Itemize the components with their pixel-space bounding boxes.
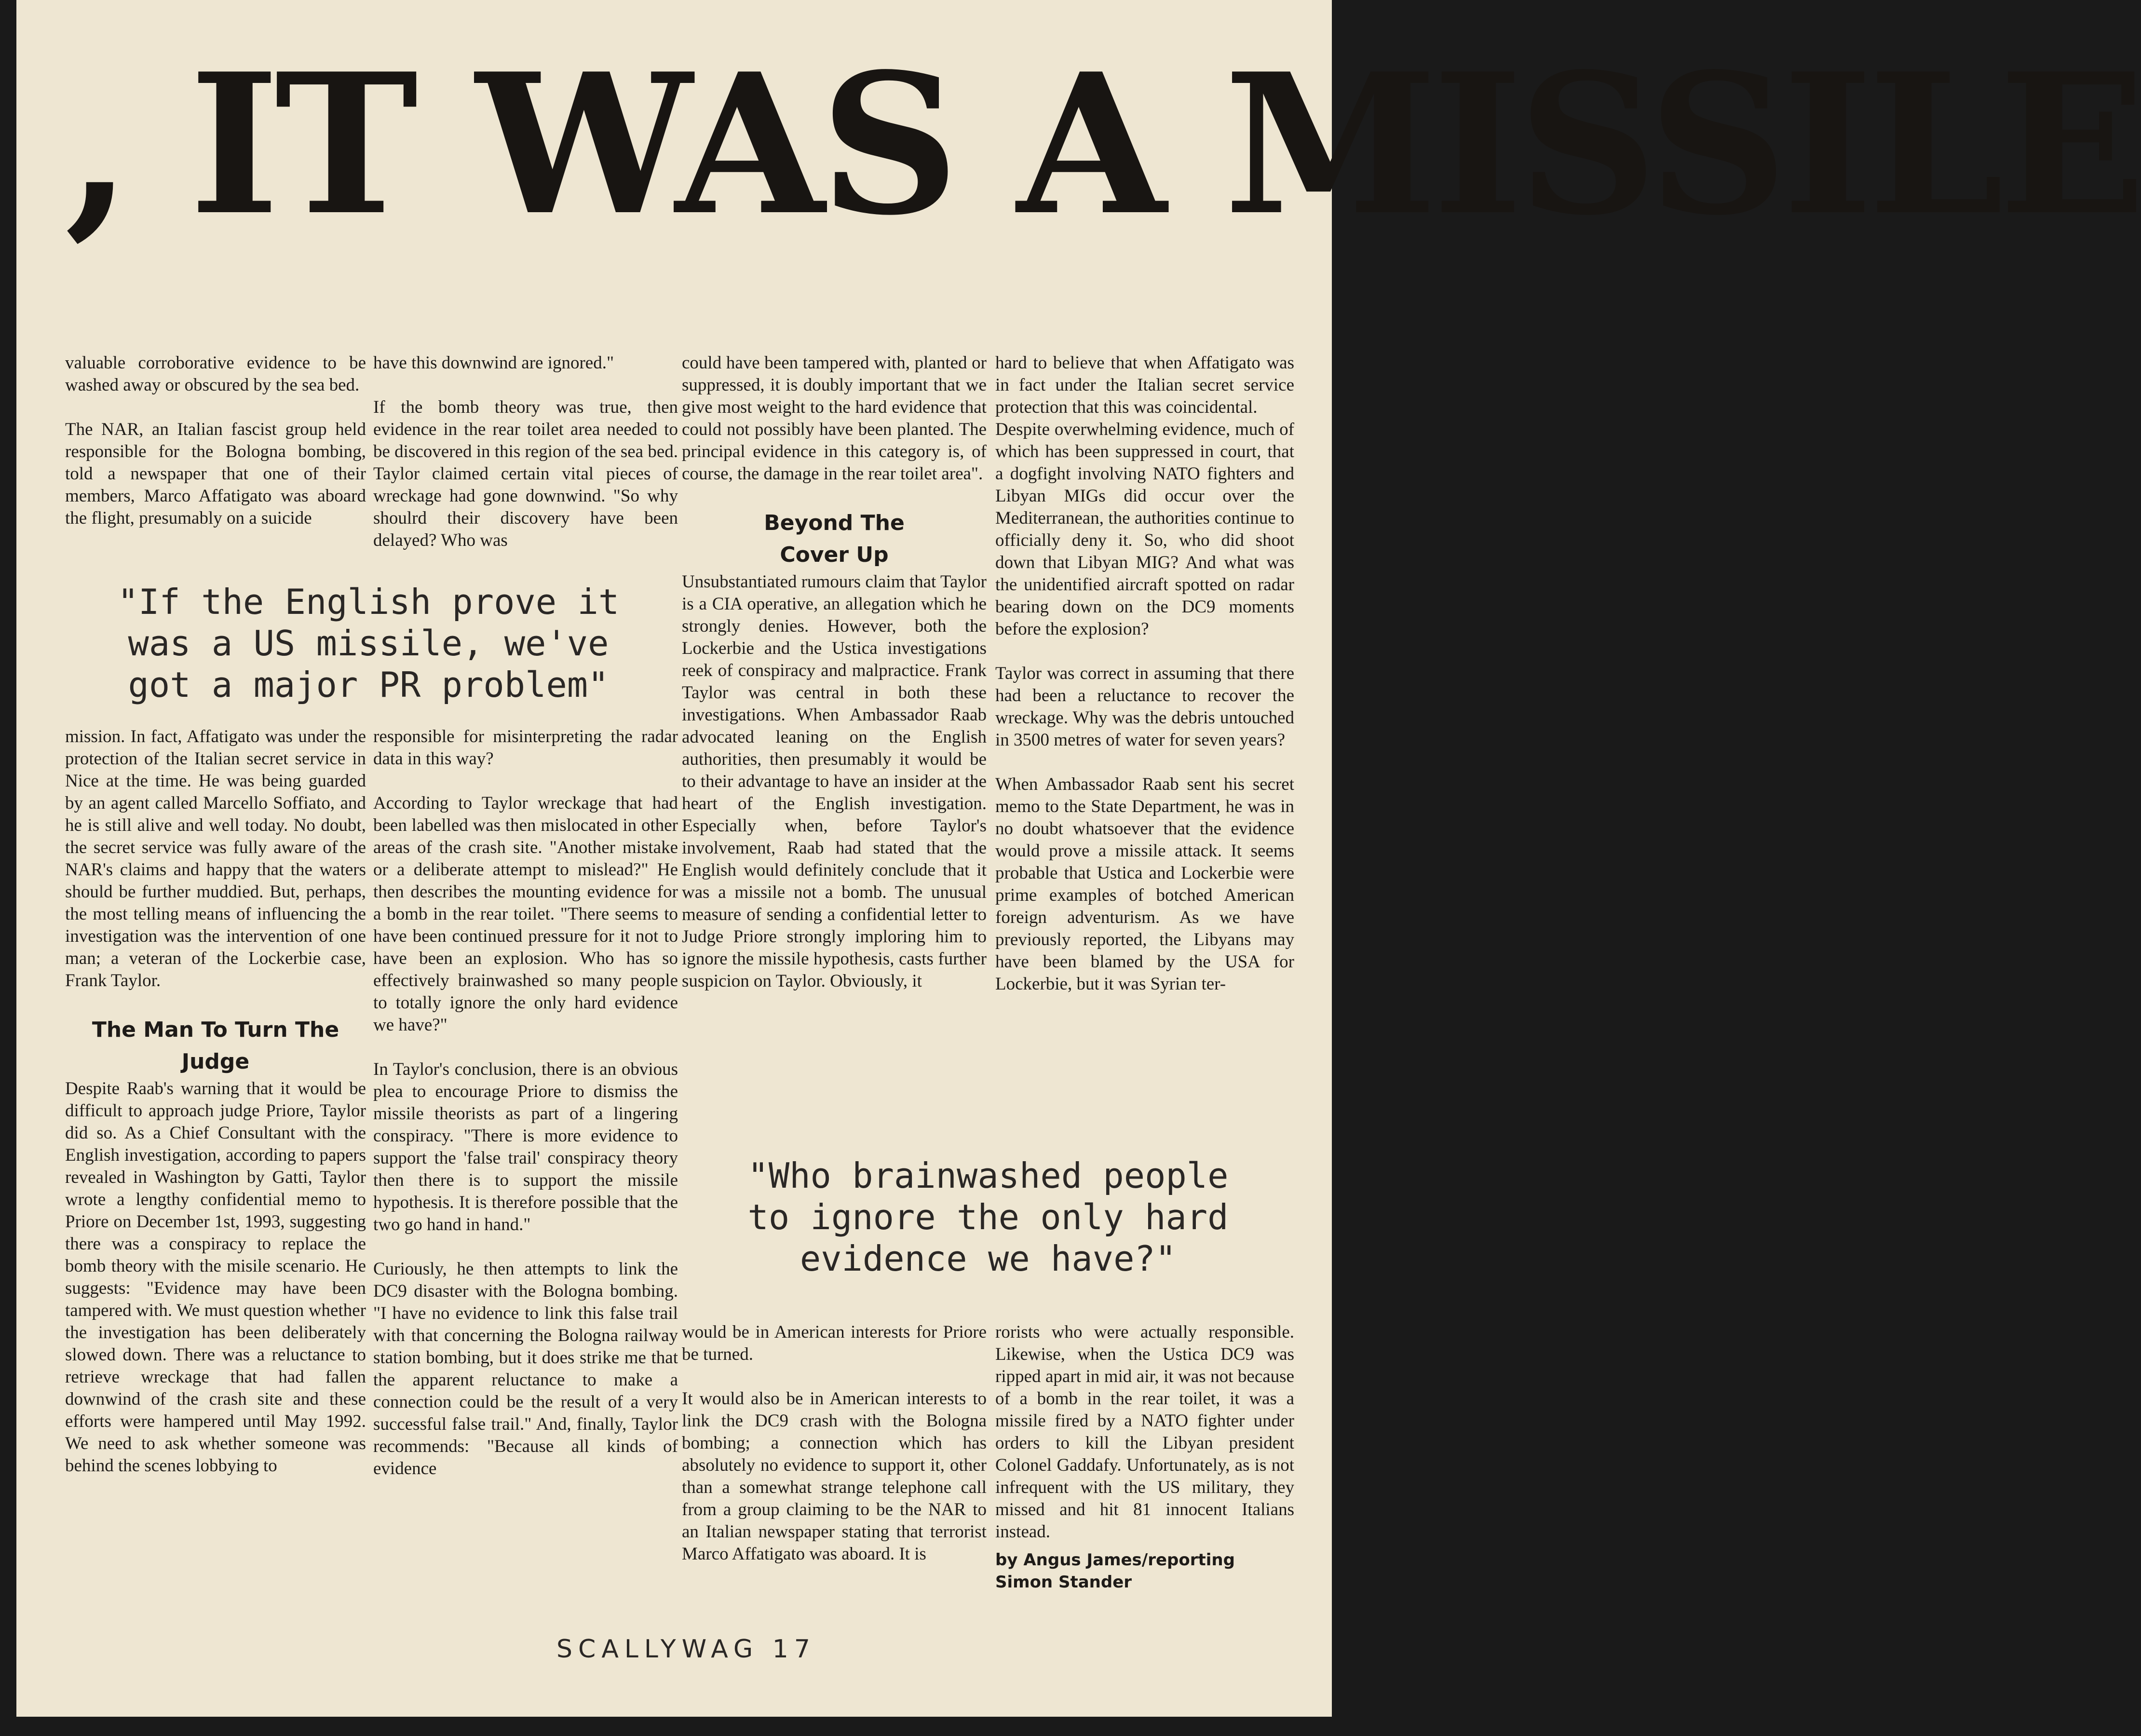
byline-line-2: Simon Stander	[995, 1573, 1132, 1592]
subhead-beyond-the-cover-up: Beyond The Cover Up	[764, 511, 905, 567]
byline	[995, 1549, 1294, 1593]
paragraph: valuable corroborative evidence to be washed away or obscured by the sea bed.	[65, 353, 366, 395]
column-3-top	[682, 352, 987, 992]
byline-line-1: by Angus James/reporting	[995, 1550, 1235, 1570]
column-3-bottom	[682, 1321, 987, 1565]
paragraph: have this downwind are ignored."	[373, 353, 614, 373]
paragraph: rorists who were actually responsible. Likewise, when the Ustica DC9 was ripped apart in mid air, it was not because of a bomb in the rear toilet, it was a missile fired by a NATO fighter under orders to kill the Libyan president Colonel Gaddafy. Unfortunately, as is not infrequent with the US military, they missed and hit 81 innocent Italians instead.	[995, 1322, 1294, 1542]
paragraph: would be in American interests for Priore be turned.	[682, 1322, 987, 1364]
paragraph: The NAR, an Italian fascist group held responsible for the Bologna bombing, told a newspaper that one of their members, Marco Affatigato was aboard the flight, presumably on a suicide	[65, 420, 366, 528]
magazine-page	[16, 0, 2141, 1717]
pull-quote-brainwashed: "Who brainwashed people to ignore the only hard evidence we have?"	[747, 1155, 1229, 1279]
headline: , IT WAS A MISSILE	[65, 31, 2141, 258]
paragraph: Taylor was correct in assuming that there had been a reluctance to recover the wreckage. Why was the debris untouched in 3500 metres of water for seven years?	[995, 664, 1294, 750]
paragraph: According to Taylor wreckage that had been labelled was then mislocated in other areas of the crash site. "Another mistake or a deliberate attempt to mislead?" He then describes the mounting evidence for a bomb in the rear toilet. "There seems to have been continued pressure for it not to have been an explosion. Who has so effectively brainwashed so many people to totally ignore the only hard evidence we have?"	[373, 793, 678, 1035]
paragraph: mission. In fact, Affatigato was under the protection of the Italian secret service in Nice at the time. He was being guarded by an agent called Marcello Soffiato, and he is still alive and well today. No doubt, the secret service was fully aware of the NAR's claims and happy that the waters should be further muddied. But, perhaps, the most telling means of influencing the investigation was the intervention of one man; a veteran of the Lockerbie case, Frank Taylor.	[65, 727, 366, 990]
column-4-bottom	[995, 1321, 1294, 1615]
page-footer: SCALLYWAG 17	[556, 1635, 816, 1664]
paragraph: If the bomb theory was true, then evidence in the rear toilet area needed to be discovered in this region of the sea bed. Taylor claimed certain vital pieces of wreckage had gone downwind. "So why shoulrd their discovery have been delayed? Who was	[373, 397, 678, 550]
paragraph: responsible for misinterpreting the radar data in this way?	[373, 727, 678, 769]
paragraph: hard to believe that when Affatigato was in fact under the Italian secret service protection that this was coincidental.	[995, 353, 1294, 417]
paragraph: Curiously, he then attempts to link the DC9 disaster with the Bologna bombing. "I have no evidence to link this false trail with that concerning the Bologna railway station bombing, but it does strike me that the apparent reluctance to make a connection could be the result of a very successful false trail." And, finally, Taylor recommends: "Because all kinds of evidence	[373, 1259, 678, 1478]
column-1-top	[65, 352, 366, 529]
paragraph: Despite overwhelming evidence, much of which has been suppressed in court, that a dogfight involving NATO fighters and Libyan MIGs did occur over the Mediterranean, the authorities continue to officially deny it. So, who did shoot down that Libyan MIG? And what was the unidentified aircraft spotted on radar bearing down on the DC9 moments before the explosion?	[995, 420, 1294, 639]
subhead-man-to-turn-the-judge: The Man To Turn The Judge	[92, 1017, 339, 1074]
column-4-top	[995, 352, 1294, 995]
column-2-bottom	[373, 726, 678, 1480]
column-2-top	[373, 352, 678, 552]
pull-quote-pr-problem: "If the English prove it was a US missile, we've got a major PR problem"	[117, 582, 620, 705]
paragraph: When Ambassador Raab sent his secret memo to the State Department, he was in no doubt whatsoever that the evidence would prove a missile attack. It seems probable that Ustica and Lockerbie were prime examples of botched American foreign adventurism. As we have previously reported, the Libyans may have been blamed by the USA for Lockerbie, but it was Syrian ter-	[995, 774, 1294, 994]
paragraph: Unsubstantiated rumours claim that Taylor is a CIA operative, an allegation which he strongly denies. However, both the Lockerbie and the Ustica investigations reek of conspiracy and malpractice. Frank Taylor was central in both these investigations. When Ambassador Raab advocated leaning on the English authorities, then presumably it would be to their advantage to have an insider at the heart of the English investigation. Especially when, before Taylor's involvement, Raab had stated that the English would definitely conclude that it was a missile not a bomb. The unusual measure of sending a confidential letter to Judge Priore strongly imploring him to ignore the missile hypothesis, casts further suspicion on Taylor. Obviously, it	[682, 572, 987, 991]
paragraph: It would also be in American interests to link the DC9 crash with the Bologna bombing; a connection which has absolutely no evidence to support it, other than a somewhat strange telephone call from a group claiming to be the NAR to an Italian newspaper stating that terrorist Marco Affatigato was aboard. It is	[682, 1389, 987, 1564]
column-1-bottom	[65, 726, 366, 1477]
paragraph: could have been tampered with, planted or suppressed, it is doubly important that we give most weight to the hard evidence that could not possibly have been planted. The principal evidence in this category is, of course, the damage in the rear toilet area".	[682, 353, 987, 484]
paragraph: Despite Raab's warning that it would be difficult to approach judge Priore, Taylor did so. As a Chief Consultant with the English investigation, according to papers revealed in Washington by Gatti, Taylor wrote a lengthy confidential memo to Priore on December 1st, 1993, suggesting there was a conspiracy to replace the bomb theory with the misile scenario. He suggests: "Evidence may have been tampered with. We must question whether the investigation has been deliberately slowed down. There was a reluctance to retrieve wreckage that had fallen downwind of the crash site and these efforts were hampered until May 1992. We need to ask whether someone was behind the scenes lobbying to	[65, 1079, 366, 1476]
paragraph: In Taylor's conclusion, there is an obvious plea to encourage Priore to dismiss the missile theorists as part of a lingering conspiracy. "There is more evidence to support the 'false trail' conspiracy theory then there is to support the missile hypothesis. It is therefore possible that the two go hand in hand."	[373, 1059, 678, 1234]
